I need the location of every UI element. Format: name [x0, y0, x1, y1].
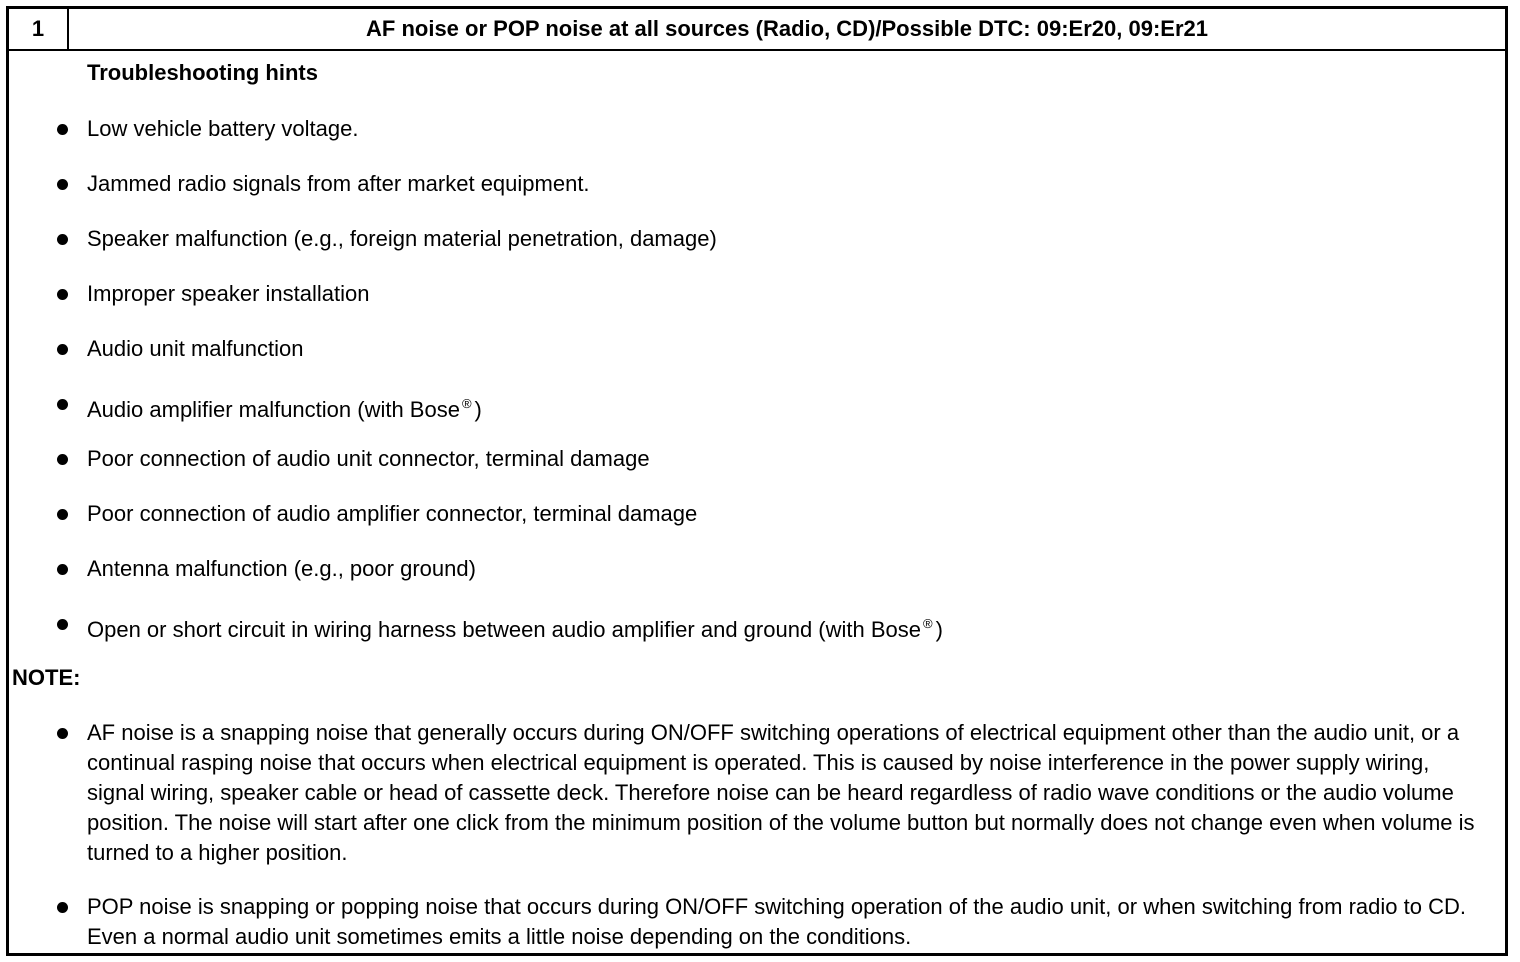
registered-mark: ® — [923, 616, 933, 631]
note-label: NOTE: — [12, 665, 81, 690]
hint-text: Improper speaker installation — [87, 281, 370, 306]
hint-text-suffix: ) — [474, 397, 482, 422]
step-header-row — [9, 9, 1505, 51]
step-title: AF noise or POP noise at all sources (Radio, CD)/Possible DTC: 09:Er20, 09:Er21 — [366, 16, 1208, 41]
bullet-icon — [57, 619, 68, 630]
bullet-icon — [57, 344, 68, 355]
hint-text-main: Audio amplifier malfunction (with Bose — [87, 397, 460, 422]
hint-text-main: Open or short circuit in wiring harness between audio amplifier and ground (with Bose — [87, 617, 921, 642]
bullet-icon — [57, 728, 68, 739]
hint-text — [87, 610, 943, 644]
bullet-icon — [57, 234, 68, 245]
troubleshooting-table — [6, 6, 1508, 956]
bullet-icon — [57, 124, 68, 135]
hint-text: Poor connection of audio amplifier connector, terminal damage — [87, 501, 698, 526]
hint-text: Audio unit malfunction — [87, 336, 304, 361]
bullet-icon — [57, 179, 68, 190]
hint-text: Low vehicle battery voltage. — [87, 116, 359, 141]
hint-text: Speaker malfunction (e.g., foreign material penetration, damage) — [87, 226, 717, 251]
hint-text: Jammed radio signals from after market equipment. — [87, 171, 590, 196]
bullet-icon — [57, 902, 68, 913]
bullet-icon — [57, 564, 68, 575]
hint-text-suffix: ) — [935, 617, 943, 642]
step-number: 1 — [9, 9, 69, 49]
troubleshooting-hints-heading: Troubleshooting hints — [87, 60, 318, 85]
registered-mark: ® — [461, 396, 472, 411]
bullet-icon — [57, 509, 68, 520]
hint-text — [87, 390, 482, 424]
note-text: POP noise is snapping or popping noise that occurs during ON/OFF switching operation of the audio unit, or when switching from radio to CD. Even a normal audio unit sometimes emits a little noise depending on the conditions. — [87, 894, 1466, 949]
hint-text: Poor connection of audio unit connector, terminal damage — [87, 446, 650, 471]
bullet-icon — [57, 454, 68, 465]
bullet-icon — [57, 289, 68, 300]
bullet-icon — [57, 399, 68, 410]
hint-text: Antenna malfunction (e.g., poor ground) — [87, 556, 476, 581]
note-text: AF noise is a snapping noise that generally occurs during ON/OFF switching operations of electrical equipment other than the audio unit, or a continual rasping noise that occurs when electrical equipment is operated. This is caused by noise interference in the power supply wiring, signal wiring, speaker cable or head of cassette deck. Therefore noise can be heard regardless of radio wave conditions or the audio volume position. The noise will start after one click from the minimum position of the volume button but normally does not change even when volume is turned to a higher position. — [87, 720, 1475, 865]
